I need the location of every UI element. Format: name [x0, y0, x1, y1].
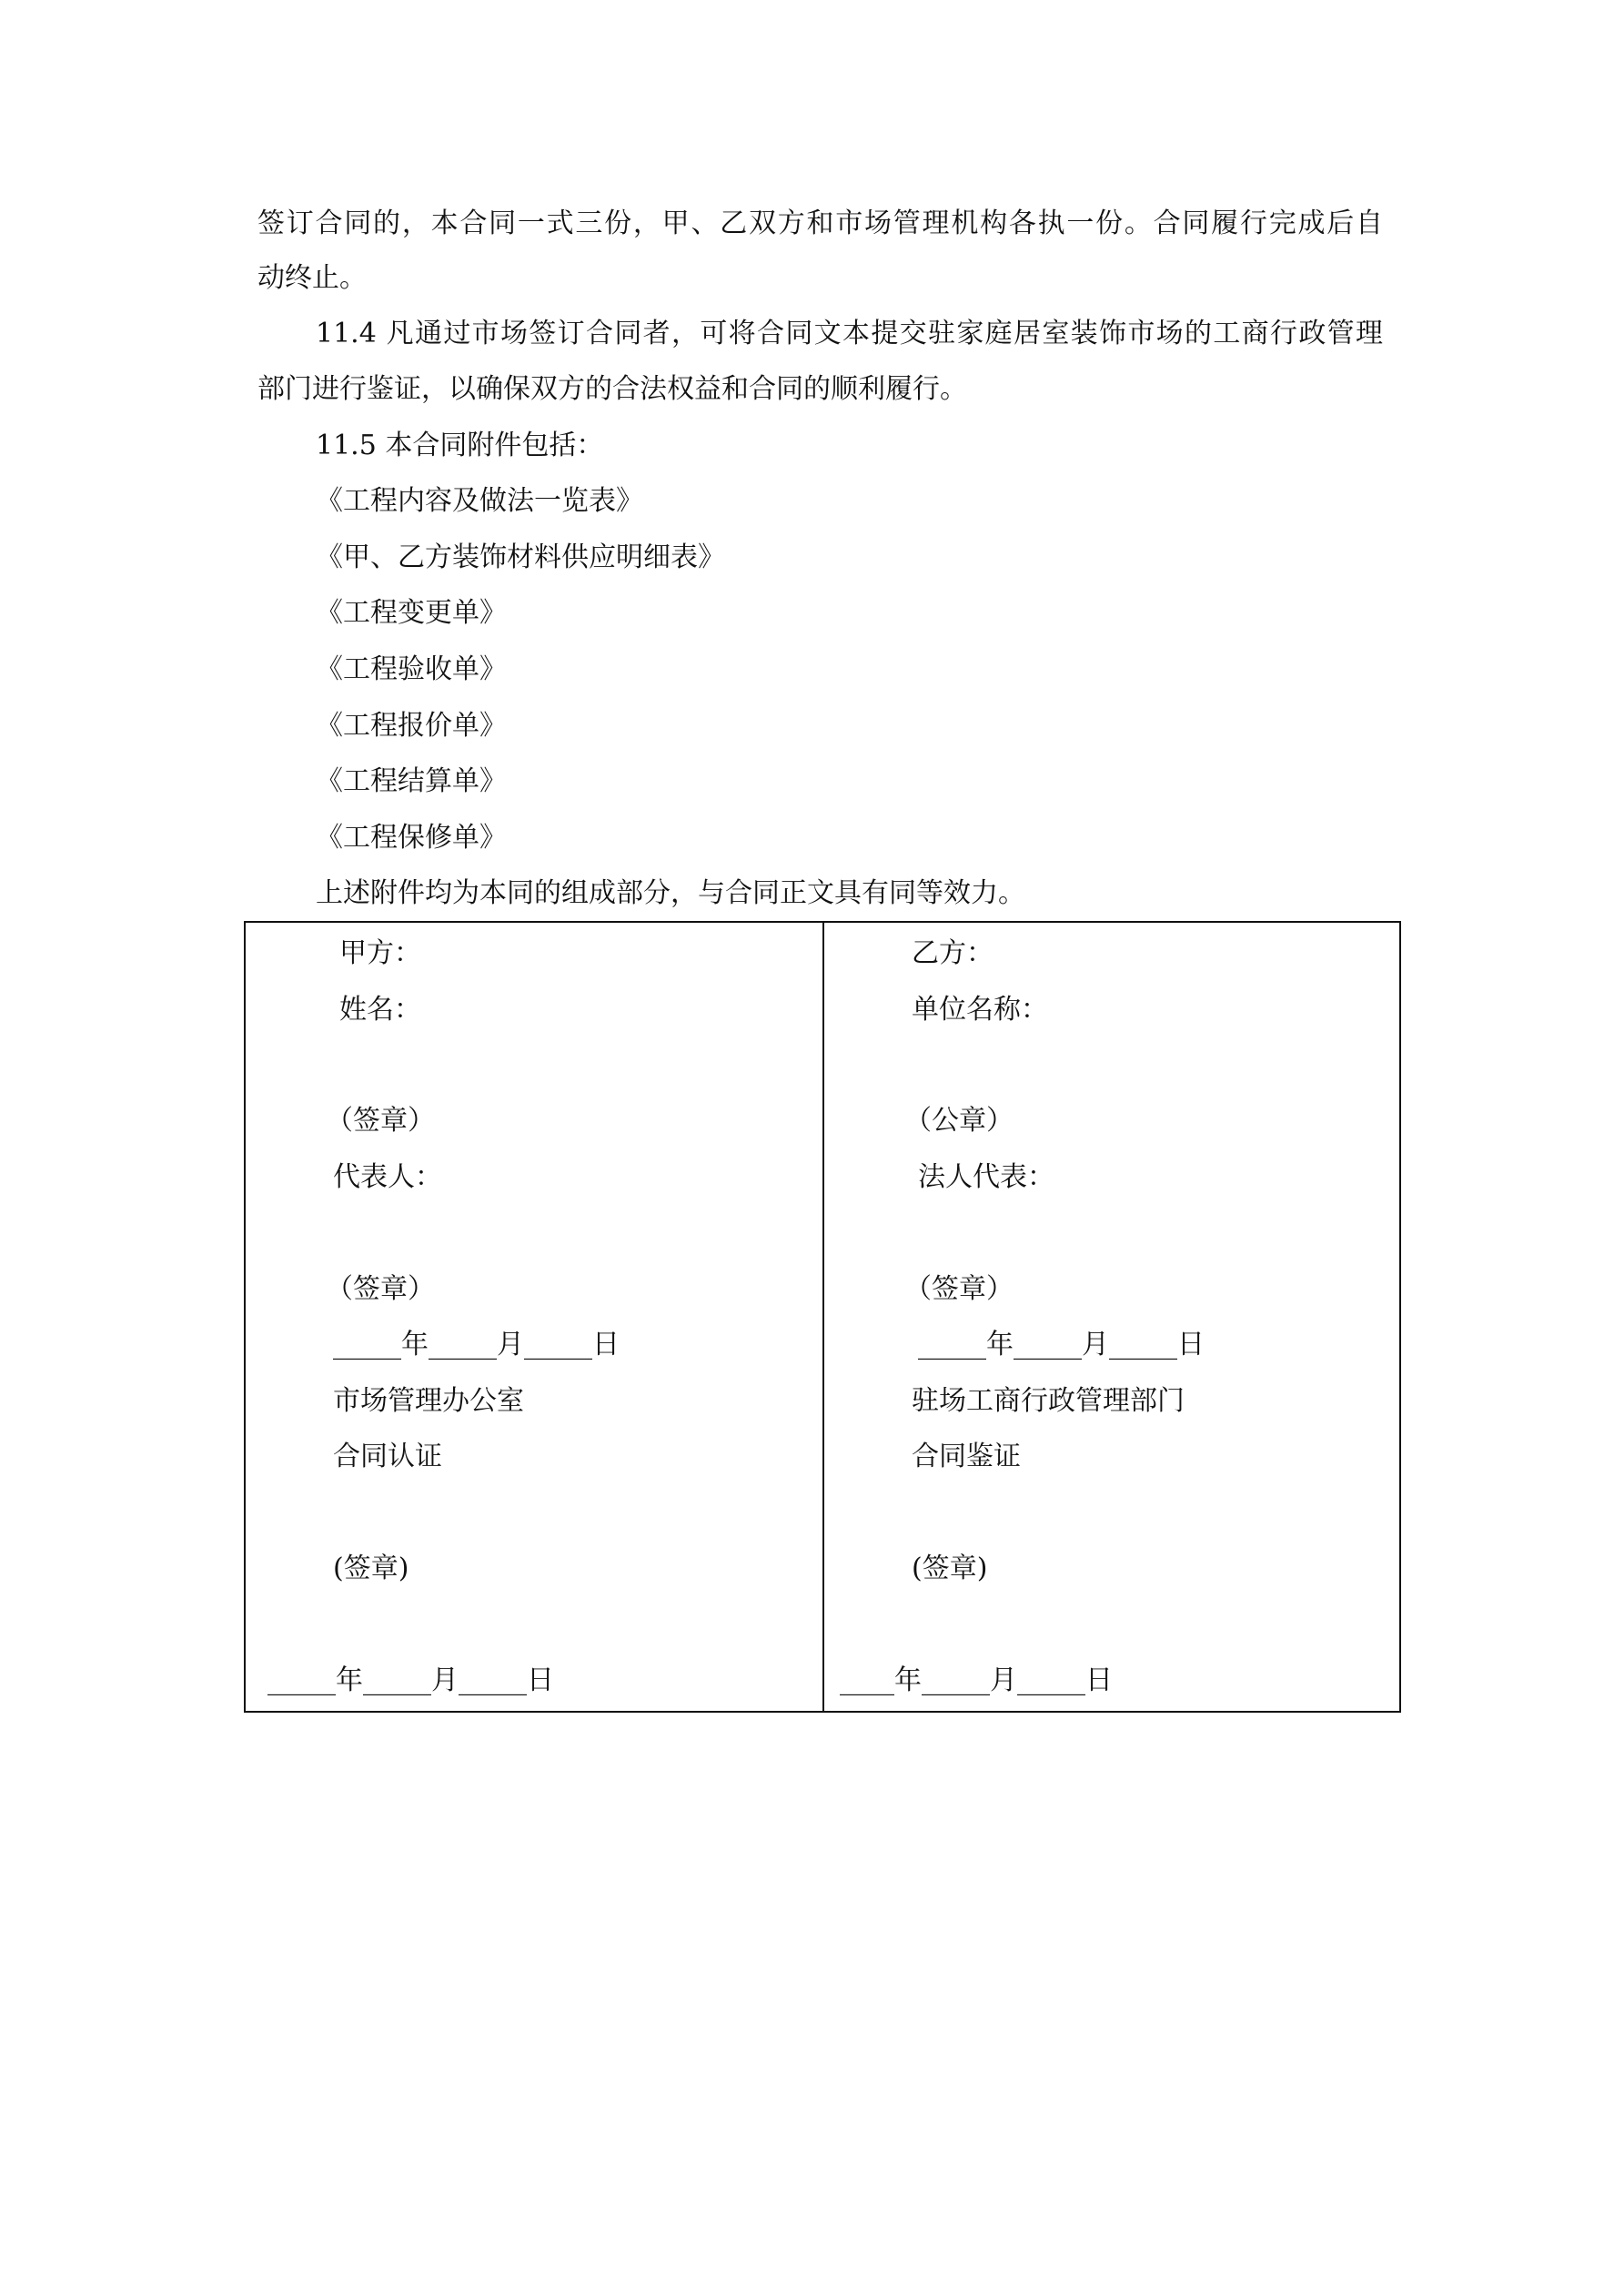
- attachment-item: 《工程保修单》: [316, 822, 507, 854]
- closing-statement: 上述附件均为本同的组成部分，与合同正文具有同等效力。: [316, 877, 1025, 909]
- market-office-label: 市场管理办公室: [333, 1385, 524, 1417]
- party-b-unit-name-label: 单位名称：: [912, 994, 1048, 1026]
- contract-certification-label: 合同认证: [333, 1441, 442, 1472]
- party-b-rep-seal: （签章）: [904, 1273, 1014, 1305]
- paragraph-2-line-2: 部门进行鉴证，以确保双方的合法权益和合同的顺利履行。: [257, 373, 967, 405]
- attachment-item: 《工程变更单》: [316, 597, 507, 629]
- paragraph-1-line-1: 签订合同的，本合同一式三份，甲、乙双方和市场管理机构各执一份。合同履行完成后自: [257, 207, 1383, 239]
- party-b-label: 乙方：: [912, 937, 994, 969]
- admin-department-label: 驻场工商行政管理部门: [912, 1385, 1185, 1417]
- admin-department-date: ____年_____月_____日: [840, 1664, 1113, 1696]
- attachment-item: 《工程报价单》: [316, 710, 507, 742]
- party-b-legal-rep-label: 法人代表：: [918, 1161, 1054, 1193]
- paragraph-1-line-2: 动终止。: [257, 262, 367, 294]
- party-a-label: 甲方：: [339, 937, 421, 969]
- party-a-seal: （签章）: [326, 1105, 435, 1137]
- contract-verification-label: 合同鉴证: [912, 1441, 1021, 1472]
- attachment-item: 《甲、乙方装饰材料供应明细表》: [316, 541, 725, 573]
- paragraph-3: 11.5 本合同附件包括：: [316, 430, 604, 461]
- party-b-cell: [823, 922, 1400, 1712]
- party-a-name-label: 姓名：: [339, 994, 421, 1026]
- paragraph-2-line-1: 11.4 凡通过市场签订合同者，可将合同文本提交驻家庭居室装饰市场的工商行政管理: [316, 318, 1383, 349]
- attachment-item: 《工程验收单》: [316, 653, 507, 685]
- party-a-cell: [245, 922, 823, 1712]
- market-office-date: _____年_____月_____日: [267, 1664, 554, 1696]
- attachment-item: 《工程结算单》: [316, 765, 507, 797]
- party-b-date: _____年_____月_____日: [918, 1329, 1205, 1360]
- party-b-official-seal: （公章）: [904, 1105, 1014, 1137]
- party-a-rep-seal: （签章）: [326, 1273, 435, 1305]
- attachment-item: 《工程内容及做法一览表》: [316, 485, 643, 517]
- party-a-date: _____年_____月_____日: [333, 1329, 620, 1360]
- signature-table: [244, 921, 1401, 1713]
- market-office-seal: (签章): [333, 1553, 409, 1584]
- admin-department-seal: (签章): [912, 1553, 988, 1584]
- party-a-representative-label: 代表人：: [333, 1161, 442, 1193]
